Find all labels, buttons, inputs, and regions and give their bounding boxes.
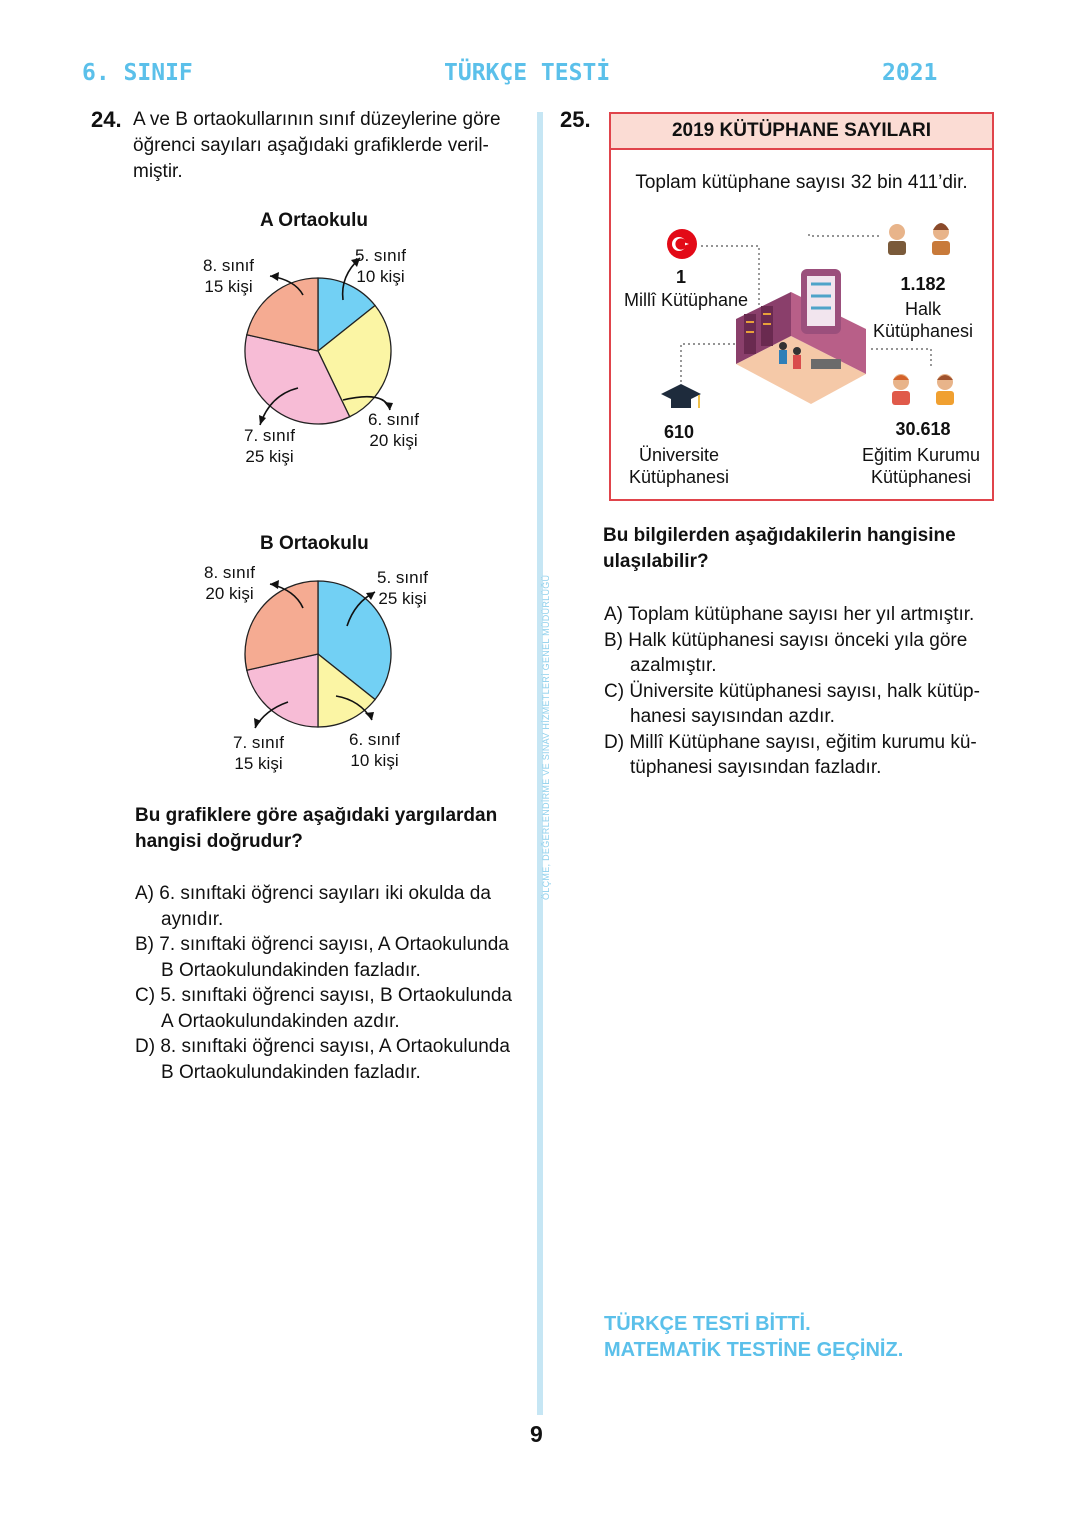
- category-label: 6. sınıf: [368, 410, 420, 429]
- option-line: B Ortaokulundakinden fazladır.: [161, 959, 421, 981]
- egitim-label: [851, 444, 991, 488]
- universite-label: [616, 444, 742, 488]
- pie-a-slices: [245, 278, 391, 424]
- milli-label: Millî Kütüphane: [623, 290, 749, 310]
- option-line: azalmıştır.: [630, 655, 717, 676]
- value-label: 25 kişi: [378, 589, 427, 608]
- pie-a-label-6: [368, 409, 419, 451]
- stem-line: ulaşılabilir?: [603, 551, 709, 572]
- option-a[interactable]: [604, 602, 980, 628]
- pie-b-title: B Ortaokulu: [260, 533, 369, 554]
- option-line: hanesi sayısından azdır.: [630, 706, 835, 727]
- pie-b-label-5: [377, 567, 428, 609]
- option-line: B) Halk kütüphanesi sayısı önceki yıla göre: [604, 629, 968, 651]
- pie-a-label-8: [203, 255, 254, 297]
- pie-b-label-7: [233, 732, 284, 774]
- label-line: Eğitim Kurumu: [861, 445, 981, 465]
- option-line: D) Millî Kütüphane sayısı, eğitim kurumu kü-: [604, 731, 977, 753]
- footer-line: TÜRKÇE TESTİ BİTTİ.: [604, 1313, 811, 1335]
- option-line: A) 6. sınıftaki öğrenci sayıları iki okulda da: [135, 883, 491, 904]
- halk-count: 1.182: [900, 274, 946, 294]
- end-of-test-note: [604, 1311, 903, 1363]
- value-label: 20 kişi: [205, 584, 254, 603]
- milli-count: 1: [675, 267, 686, 287]
- option-line: tüphanesi sayısından fazladır.: [630, 757, 882, 778]
- option-line: A Ortaokulundakinden azdır.: [161, 1010, 400, 1032]
- intro-line: öğrenci sayıları aşağıdaki grafiklerde veril-: [133, 135, 489, 156]
- total-libraries-text: Toplam kütüphane sayısı 32 bin 411’dir.: [635, 172, 968, 193]
- category-label: 5. sınıf: [377, 568, 429, 587]
- option-d[interactable]: [135, 1034, 512, 1085]
- pie-slice-8: [245, 581, 318, 670]
- option-line: D) 8. sınıftaki öğrenci sayısı, A Ortaokulunda: [135, 1036, 510, 1057]
- pie-b-slices: [245, 581, 391, 727]
- stem-line: Bu bilgilerden aşağıdakilerin hangisine: [603, 525, 956, 546]
- category-label: 6. sınıf: [349, 730, 401, 749]
- stem-line: hangisi doğrudur?: [135, 831, 303, 852]
- option-line: aynıdır.: [161, 908, 224, 930]
- question-25-stem: [603, 523, 956, 575]
- option-b[interactable]: [135, 932, 512, 983]
- footer-line: MATEMATİK TESTİNE GEÇİNİZ.: [604, 1339, 904, 1361]
- question-24-options: [135, 881, 512, 1085]
- category-label: 5. sınıf: [355, 246, 407, 265]
- option-line: B) 7. sınıftaki öğrenci sayısı, A Ortaokulunda: [135, 934, 509, 955]
- label-line: Üniversite: [638, 445, 720, 465]
- test-title: TÜRKÇE TESTİ: [444, 60, 611, 86]
- question-25-number: 25.: [560, 107, 591, 132]
- option-a[interactable]: [135, 881, 512, 932]
- turkish-flag-icon: [667, 229, 697, 259]
- option-d[interactable]: [604, 730, 980, 781]
- page-number: 9: [530, 1421, 543, 1447]
- question-24-number: 24.: [91, 107, 122, 132]
- value-label: 15 kişi: [234, 754, 283, 773]
- students-icon: [892, 374, 954, 405]
- option-line: A) Toplam kütüphane sayısı her yıl artmıştır.: [604, 604, 975, 625]
- stem-line: Bu grafiklere göre aşağıdaki yargılardan: [135, 805, 498, 826]
- pie-b-label-8: [204, 562, 255, 604]
- label-line: Kütüphanesi: [628, 467, 730, 487]
- option-line: B Ortaokulundakinden fazladır.: [161, 1061, 421, 1083]
- pie-b-label-6: [349, 729, 400, 771]
- value-label: 25 kişi: [245, 447, 294, 466]
- pie-a-label-7: [244, 425, 295, 467]
- value-label: 15 kişi: [204, 277, 253, 296]
- category-label: 7. sınıf: [233, 733, 285, 752]
- question-24-stem: [135, 803, 497, 855]
- question-24-intro: [133, 107, 501, 185]
- value-label: 10 kişi: [350, 751, 399, 770]
- graduation-cap-icon: [661, 384, 701, 408]
- pie-a-title: A Ortaokulu: [260, 210, 369, 231]
- question-25-options: [604, 602, 980, 781]
- halk-people-icon: [888, 223, 950, 255]
- universite-count: 610: [663, 422, 695, 442]
- pie-a-label-5: [355, 245, 406, 287]
- intro-line: A ve B ortaokullarının sınıf düzeylerine göre: [133, 109, 501, 130]
- info-box-title: 2019 KÜTÜPHANE SAYILARI: [611, 114, 992, 150]
- value-label: 20 kişi: [369, 431, 418, 450]
- category-label: 8. sınıf: [204, 563, 256, 582]
- option-c[interactable]: [135, 983, 512, 1034]
- library-info-box: [609, 112, 994, 501]
- label-line: Kütüphanesi: [872, 321, 974, 341]
- egitim-count: 30.618: [895, 419, 951, 439]
- publisher-side-text: ÖLÇME, DEĞERLENDİRME VE SINAV HİZMETLERİ GENEL MÜDÜRLÜĞÜ: [541, 574, 551, 900]
- value-label: 10 kişi: [356, 267, 405, 286]
- category-label: 8. sınıf: [203, 256, 255, 275]
- grade-label: 6. SINIF: [82, 60, 193, 86]
- option-c[interactable]: [604, 679, 980, 730]
- option-line: C) Üniversite kütüphanesi sayısı, halk kütüp-: [604, 680, 980, 702]
- option-b[interactable]: [604, 628, 980, 679]
- label-line: Kütüphanesi: [870, 467, 972, 487]
- year-label: 2021: [882, 60, 938, 86]
- halk-label: [863, 298, 983, 342]
- category-label: 7. sınıf: [244, 426, 296, 445]
- label-line: Halk: [904, 299, 941, 319]
- intro-line: miştir.: [133, 161, 183, 182]
- option-line: C) 5. sınıftaki öğrenci sayısı, B Ortaokulunda: [135, 985, 513, 1006]
